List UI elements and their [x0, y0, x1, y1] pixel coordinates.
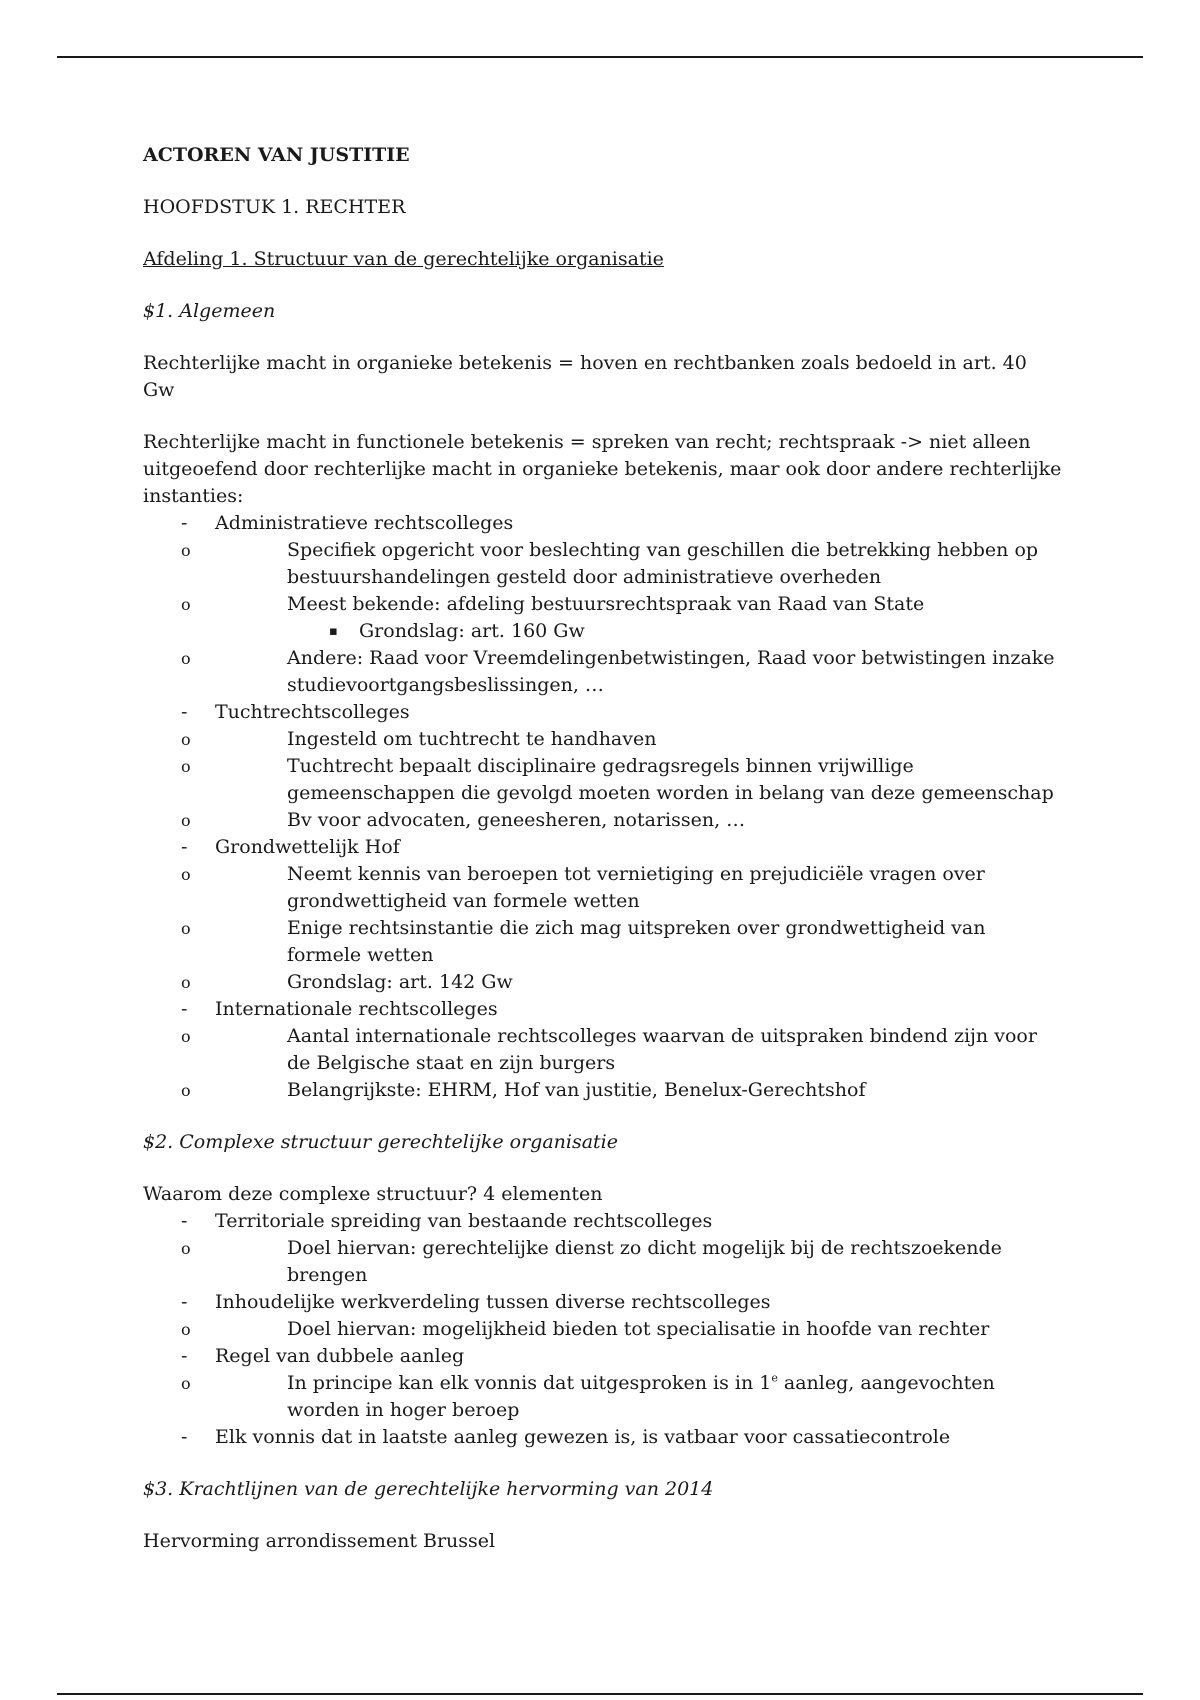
paragraph: Waarom deze complexe structuur? 4 elementen: [143, 1183, 603, 1205]
circle-marker: o: [181, 649, 191, 668]
circle-marker: o: [181, 865, 191, 884]
bottom-rule: [57, 1693, 1143, 1695]
list-item: [181, 537, 1063, 591]
list-item: [143, 834, 1063, 996]
list-item: [181, 1235, 1063, 1289]
circle-marker: o: [181, 811, 191, 830]
circle-marker: o: [181, 730, 191, 749]
subsection-heading-1: $1. Algemeen: [143, 300, 276, 322]
list-item: [181, 1077, 1063, 1104]
list-item-label: Grondwettelijk Hof: [215, 836, 400, 858]
list-item-text: Grondslag: art. 142 Gw: [287, 971, 513, 993]
list-item: [181, 915, 1063, 969]
list-item-text: In principe kan elk vonnis dat uitgesproken is in 1e aanleg, aangevochten worden in hoger beroep: [287, 1371, 995, 1421]
list-item: [143, 1343, 1063, 1424]
list-item-text: Meest bekende: afdeling bestuursrechtspraak van Raad van State: [287, 593, 925, 615]
list-item: [143, 1424, 1063, 1451]
dash-marker: -: [181, 701, 188, 723]
square-marker: ▪: [329, 624, 338, 639]
list-item: [143, 699, 1063, 834]
paragraph: Rechterlijke macht in organieke betekenis = hoven en rechtbanken zoals bedoeld in art. 40 Gw: [143, 352, 1027, 401]
top-rule: [57, 56, 1143, 58]
list-item-text: Enige rechtsinstantie die zich mag uitspreken over grondwettigheid van formele wetten: [287, 917, 986, 966]
list-item-label: Regel van dubbele aanleg: [215, 1345, 465, 1367]
circle-marker: o: [181, 757, 191, 776]
list-item: [181, 726, 1063, 753]
list-item-label: Administratieve rechtscolleges: [215, 512, 514, 534]
list-item-text: Doel hiervan: gerechtelijke dienst zo dicht mogelijk bij de rechtszoekende brengen: [287, 1237, 1002, 1286]
circle-marker: o: [181, 1027, 191, 1046]
circle-marker: o: [181, 1374, 191, 1393]
dash-marker: -: [181, 1291, 188, 1313]
circle-marker: o: [181, 1239, 191, 1258]
subsection-heading-2: $2. Complexe structuur gerechtelijke organisatie: [143, 1131, 618, 1153]
list-item: [143, 996, 1063, 1104]
dash-marker: -: [181, 1210, 188, 1232]
list-item-text: Grondslag: art. 160 Gw: [359, 620, 585, 642]
list-item-label: Inhoudelijke werkverdeling tussen diverse rechtscolleges: [215, 1291, 771, 1313]
list-item: [181, 969, 1063, 996]
list-item-text: Specifiek opgericht voor beslechting van geschillen die betrekking hebben op bestuurshandelingen gesteld door administratieve overheden: [287, 539, 1039, 588]
list-item: [181, 1023, 1063, 1077]
list-item-text: Andere: Raad voor Vreemdelingenbetwistingen, Raad voor betwistingen inzake studievoortgangsbeslissingen, …: [287, 647, 1055, 696]
subsection-heading-3: $3. Krachtlijnen van de gerechtelijke hervorming van 2014: [143, 1478, 714, 1500]
circle-marker: o: [181, 541, 191, 560]
section-heading: Afdeling 1. Structuur van de gerechtelijke organisatie: [143, 248, 664, 270]
paragraph: Hervorming arrondissement Brussel: [143, 1530, 496, 1552]
list-item: [181, 591, 1063, 645]
dash-marker: -: [181, 1426, 188, 1448]
list-item-text: Belangrijkste: EHRM, Hof van justitie, Benelux-Gerechtshof: [287, 1079, 866, 1101]
list-item-text: Aantal internationale rechtscolleges waarvan de uitspraken bindend zijn voor de Belgische staat en zijn burgers: [287, 1025, 1037, 1074]
bullet-list: [143, 510, 1063, 1104]
list-item-text: Bv voor advocaten, geneesheren, notarissen, …: [287, 809, 746, 831]
list-item-label: Elk vonnis dat in laatste aanleg gewezen is, is vatbaar voor cassatiecontrole: [215, 1426, 951, 1448]
list-item-text: Tuchtrecht bepaalt disciplinaire gedragsregels binnen vrijwillige gemeenschappen die gevolgd moeten worden in belang van deze gemeenschap: [287, 755, 1054, 804]
circle-marker: o: [181, 595, 191, 614]
paragraph: Rechterlijke macht in functionele betekenis = spreken van recht; rechtspraak -> niet alleen uitgeoefend door rechterlijke macht in organieke betekenis, maar ook door andere rechterlijke instanties:: [143, 431, 1062, 507]
list-item-label: Internationale rechtscolleges: [215, 998, 498, 1020]
list-item: [143, 510, 1063, 699]
chapter-heading: HOOFDSTUK 1. RECHTER: [143, 196, 406, 218]
document-title: ACTOREN VAN JUSTITIE: [143, 144, 410, 166]
list-item: [181, 861, 1063, 915]
list-item: [143, 1208, 1063, 1289]
circle-marker: o: [181, 1081, 191, 1100]
list-item: [287, 618, 1063, 645]
circle-marker: o: [181, 919, 191, 938]
list-item: [181, 807, 1063, 834]
dash-marker: -: [181, 998, 188, 1020]
list-item-text: Neemt kennis van beroepen tot vernietiging en prejudiciële vragen over grondwettigheid van formele wetten: [287, 863, 985, 912]
list-item-label: Territoriale spreiding van bestaande rechtscolleges: [215, 1210, 713, 1232]
dash-marker: -: [181, 512, 188, 534]
list-item: [181, 1316, 1063, 1343]
bullet-list: [143, 1208, 1063, 1451]
list-item-label: Tuchtrechtscolleges: [215, 701, 410, 723]
list-item-text: Doel hiervan: mogelijkheid bieden tot specialisatie in hoofde van rechter: [287, 1318, 990, 1340]
dash-marker: -: [181, 1345, 188, 1367]
list-item: [181, 645, 1063, 699]
circle-marker: o: [181, 1320, 191, 1339]
circle-marker: o: [181, 973, 191, 992]
list-item: [181, 753, 1063, 807]
list-item: [181, 1370, 1063, 1424]
list-item: [143, 1289, 1063, 1343]
document-body: [143, 142, 1063, 1580]
list-item-text: Ingesteld om tuchtrecht te handhaven: [287, 728, 657, 750]
dash-marker: -: [181, 836, 188, 858]
